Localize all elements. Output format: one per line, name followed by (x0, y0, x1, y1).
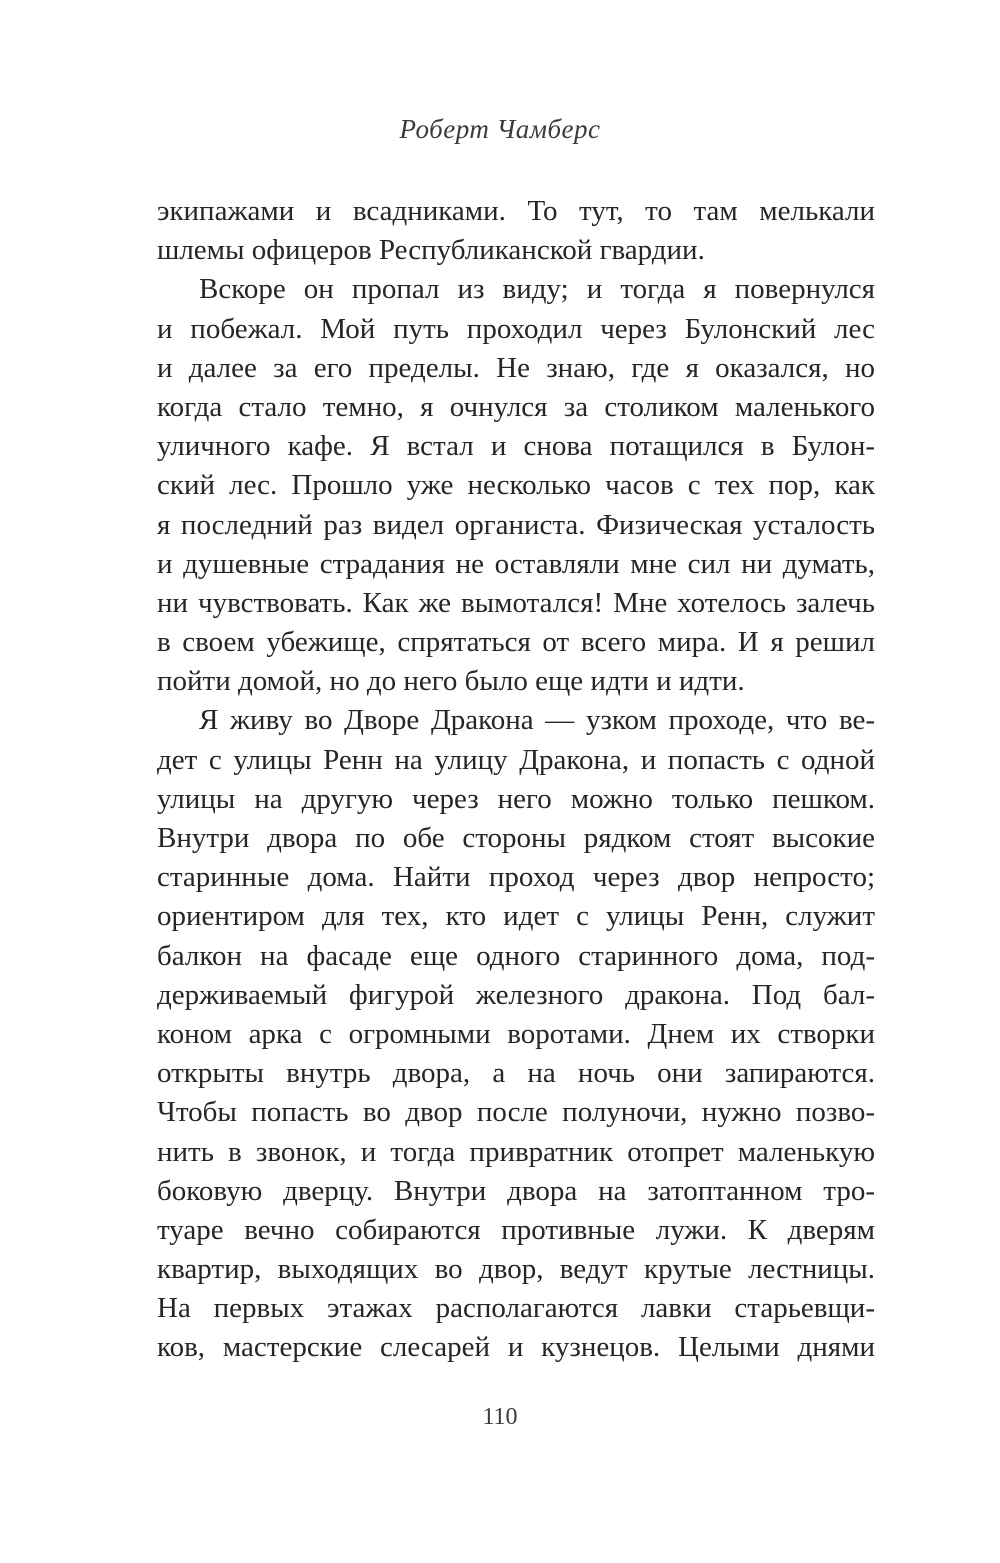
text-line: ков, мастерские слесарей и кузнецов. Целыми днями (157, 1331, 875, 1364)
body-text (157, 192, 875, 1368)
text-line: уличного кафе. Я встал и снова потащился в Булон- (157, 430, 875, 463)
text-line: я последний раз видел органиста. Физическая усталость (157, 508, 875, 541)
text-line: держиваемый фигурой железного дракона. Под бал- (157, 978, 875, 1011)
text-line: Чтобы попасть во двор после полуночи, нужно позво- (157, 1096, 875, 1129)
text-line: Вскоре он пропал из виду; и тогда я повернулся (199, 273, 875, 306)
text-line: старинные дома. Найти проход через двор непросто; (157, 861, 875, 894)
text-line: балкон на фасаде еще одного старинного дома, под- (157, 939, 875, 972)
text-line: Внутри двора по обе стороны рядком стоят высокие (157, 822, 875, 854)
text-line: Я живу во Дворе Дракона — узком проходе, что ве- (199, 704, 875, 737)
text-line: экипажами и всадниками. То тут, то там мелькали (157, 195, 875, 227)
text-line: открыты внутрь двора, а на ночь они запираются. (157, 1057, 875, 1090)
text-line: и душевные страдания не оставляли мне сил ни думать, (157, 547, 875, 580)
page-number: 110 (482, 1404, 518, 1430)
text-line: шлемы офицеров Республиканской гвардии. (157, 234, 705, 267)
text-line: квартир, выходящих во двор, ведут крутые лестницы. (157, 1253, 875, 1286)
text-line: ский лес. Прошло уже несколько часов с тех пор, как (157, 469, 875, 502)
text-line: ни чувствовать. Как же вымотался! Мне хотелось залечь (157, 586, 875, 619)
text-line: улицы на другую через него можно только пешком. (157, 782, 875, 815)
text-line: коном арка с огромными воротами. Днем их створки (157, 1017, 875, 1050)
text-line: боковую дверцу. Внутри двора на затоптанном тро- (157, 1174, 875, 1207)
text-line: На первых этажах располагаются лавки старьевщи- (157, 1292, 875, 1325)
text-line: в своем убежище, спрятаться от всего мира. И я решил (157, 626, 875, 659)
text-line: когда стало темно, я очнулся за столиком маленького (157, 390, 875, 423)
text-line: и побежал. Мой путь проходил через Булонский лес (157, 312, 875, 345)
text-line: нить в звонок, и тогда привратник отопрет маленькую (157, 1135, 875, 1168)
text-line: пойти домой, но до него было еще идти и идти. (157, 665, 745, 698)
text-line: дет с улицы Ренн на улицу Дракона, и попасть с одной (157, 743, 875, 776)
text-line: ориентиром для тех, кто идет с улицы Ренн, служит (157, 900, 875, 933)
text-line: и далее за его пределы. Не знаю, где я оказался, но (157, 351, 875, 384)
text-line: туаре вечно собираются противные лужи. К дверям (157, 1213, 875, 1246)
running-header: Роберт Чамберс (399, 114, 601, 144)
